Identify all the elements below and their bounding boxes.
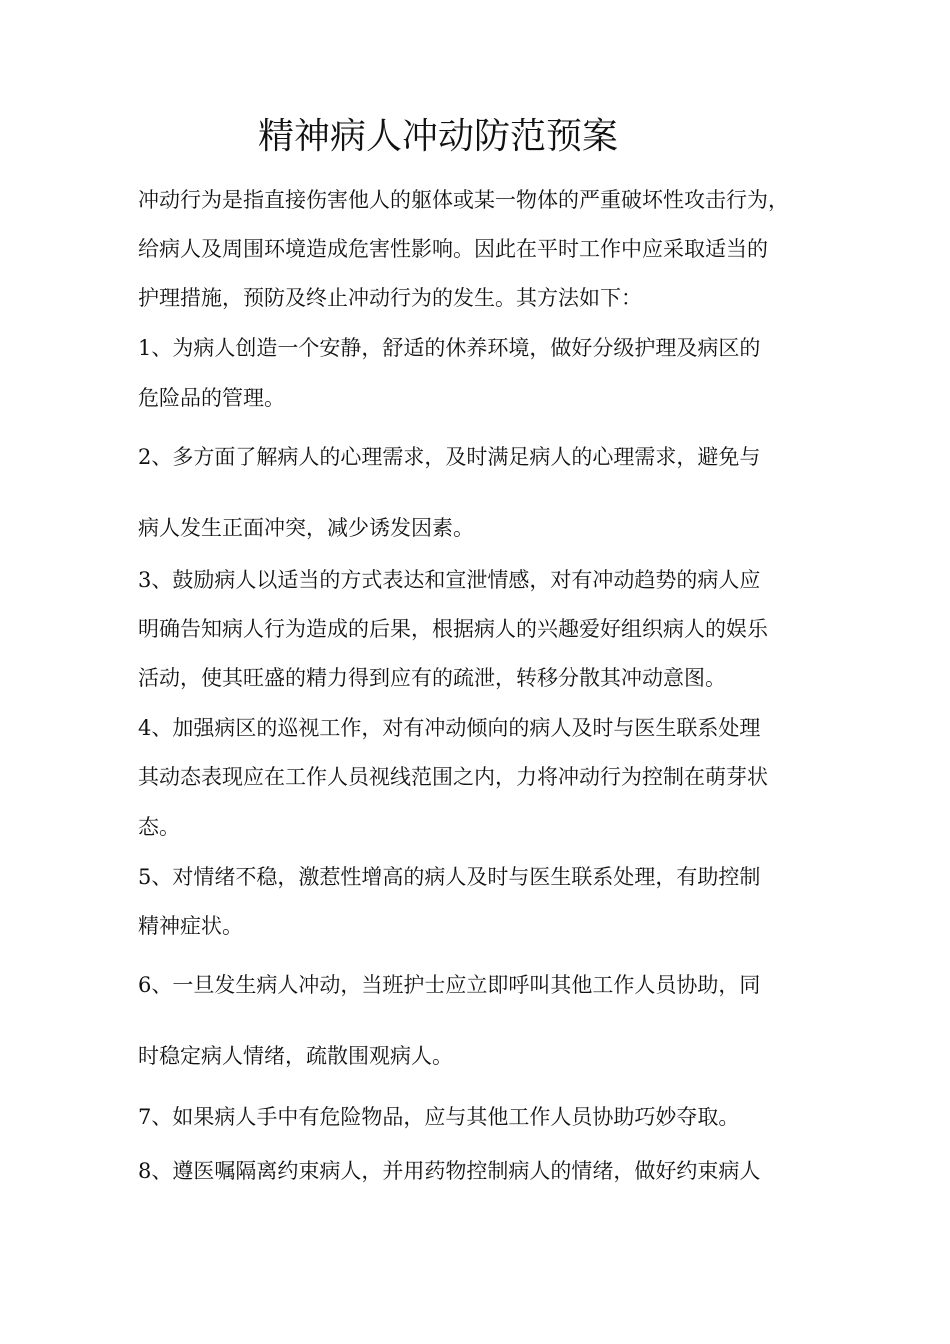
body-line: 1、为病人创造一个安静，舒适的休养环境，做好分级护理及病区的 [138,336,761,360]
body-line: 其动态表现应在工作人员视线范围之内，力将冲动行为控制在萌芽状 [138,765,768,789]
body-line: 活动，使其旺盛的精力得到应有的疏泄，转移分散其冲动意图。 [138,666,726,690]
body-line: 精神症状。 [138,914,243,938]
body-line: 明确告知病人行为造成的后果，根据病人的兴趣爱好组织病人的娱乐 [138,617,768,641]
body-line: 7、如果病人手中有危险物品，应与其他工作人员协助巧妙夺取。 [138,1105,740,1129]
body-line: 冲动行为是指直接伤害他人的躯体或某一物体的严重破坏性攻击行为， [138,188,789,212]
body-line: 4、加强病区的巡视工作，对有冲动倾向的病人及时与医生联系处理 [138,716,761,740]
body-line: 5、对情绪不稳，激惹性增高的病人及时与医生联系处理，有助控制 [138,865,761,889]
body-line: 3、鼓励病人以适当的方式表达和宣泄情感，对有冲动趋势的病人应 [138,568,761,592]
body-line: 8、遵医嘱隔离约束病人，并用药物控制病人的情绪，做好约束病人 [138,1159,761,1183]
body-line: 态。 [138,815,180,839]
body-line: 护理措施，预防及终止冲动行为的发生。其方法如下： [138,286,642,310]
document-title: 精神病人冲动防范预案 [258,116,619,157]
body-line: 病人发生正面冲突，减少诱发因素。 [138,516,474,540]
body-line: 给病人及周围环境造成危害性影响。因此在平时工作中应采取适当的 [138,237,768,261]
body-line: 危险品的管理。 [138,386,285,410]
body-line: 2、多方面了解病人的心理需求，及时满足病人的心理需求，避免与 [138,445,761,469]
body-line: 时稳定病人情绪，疏散围观病人。 [138,1044,453,1068]
body-line: 6、一旦发生病人冲动，当班护士应立即呼叫其他工作人员协助，同 [138,973,761,997]
